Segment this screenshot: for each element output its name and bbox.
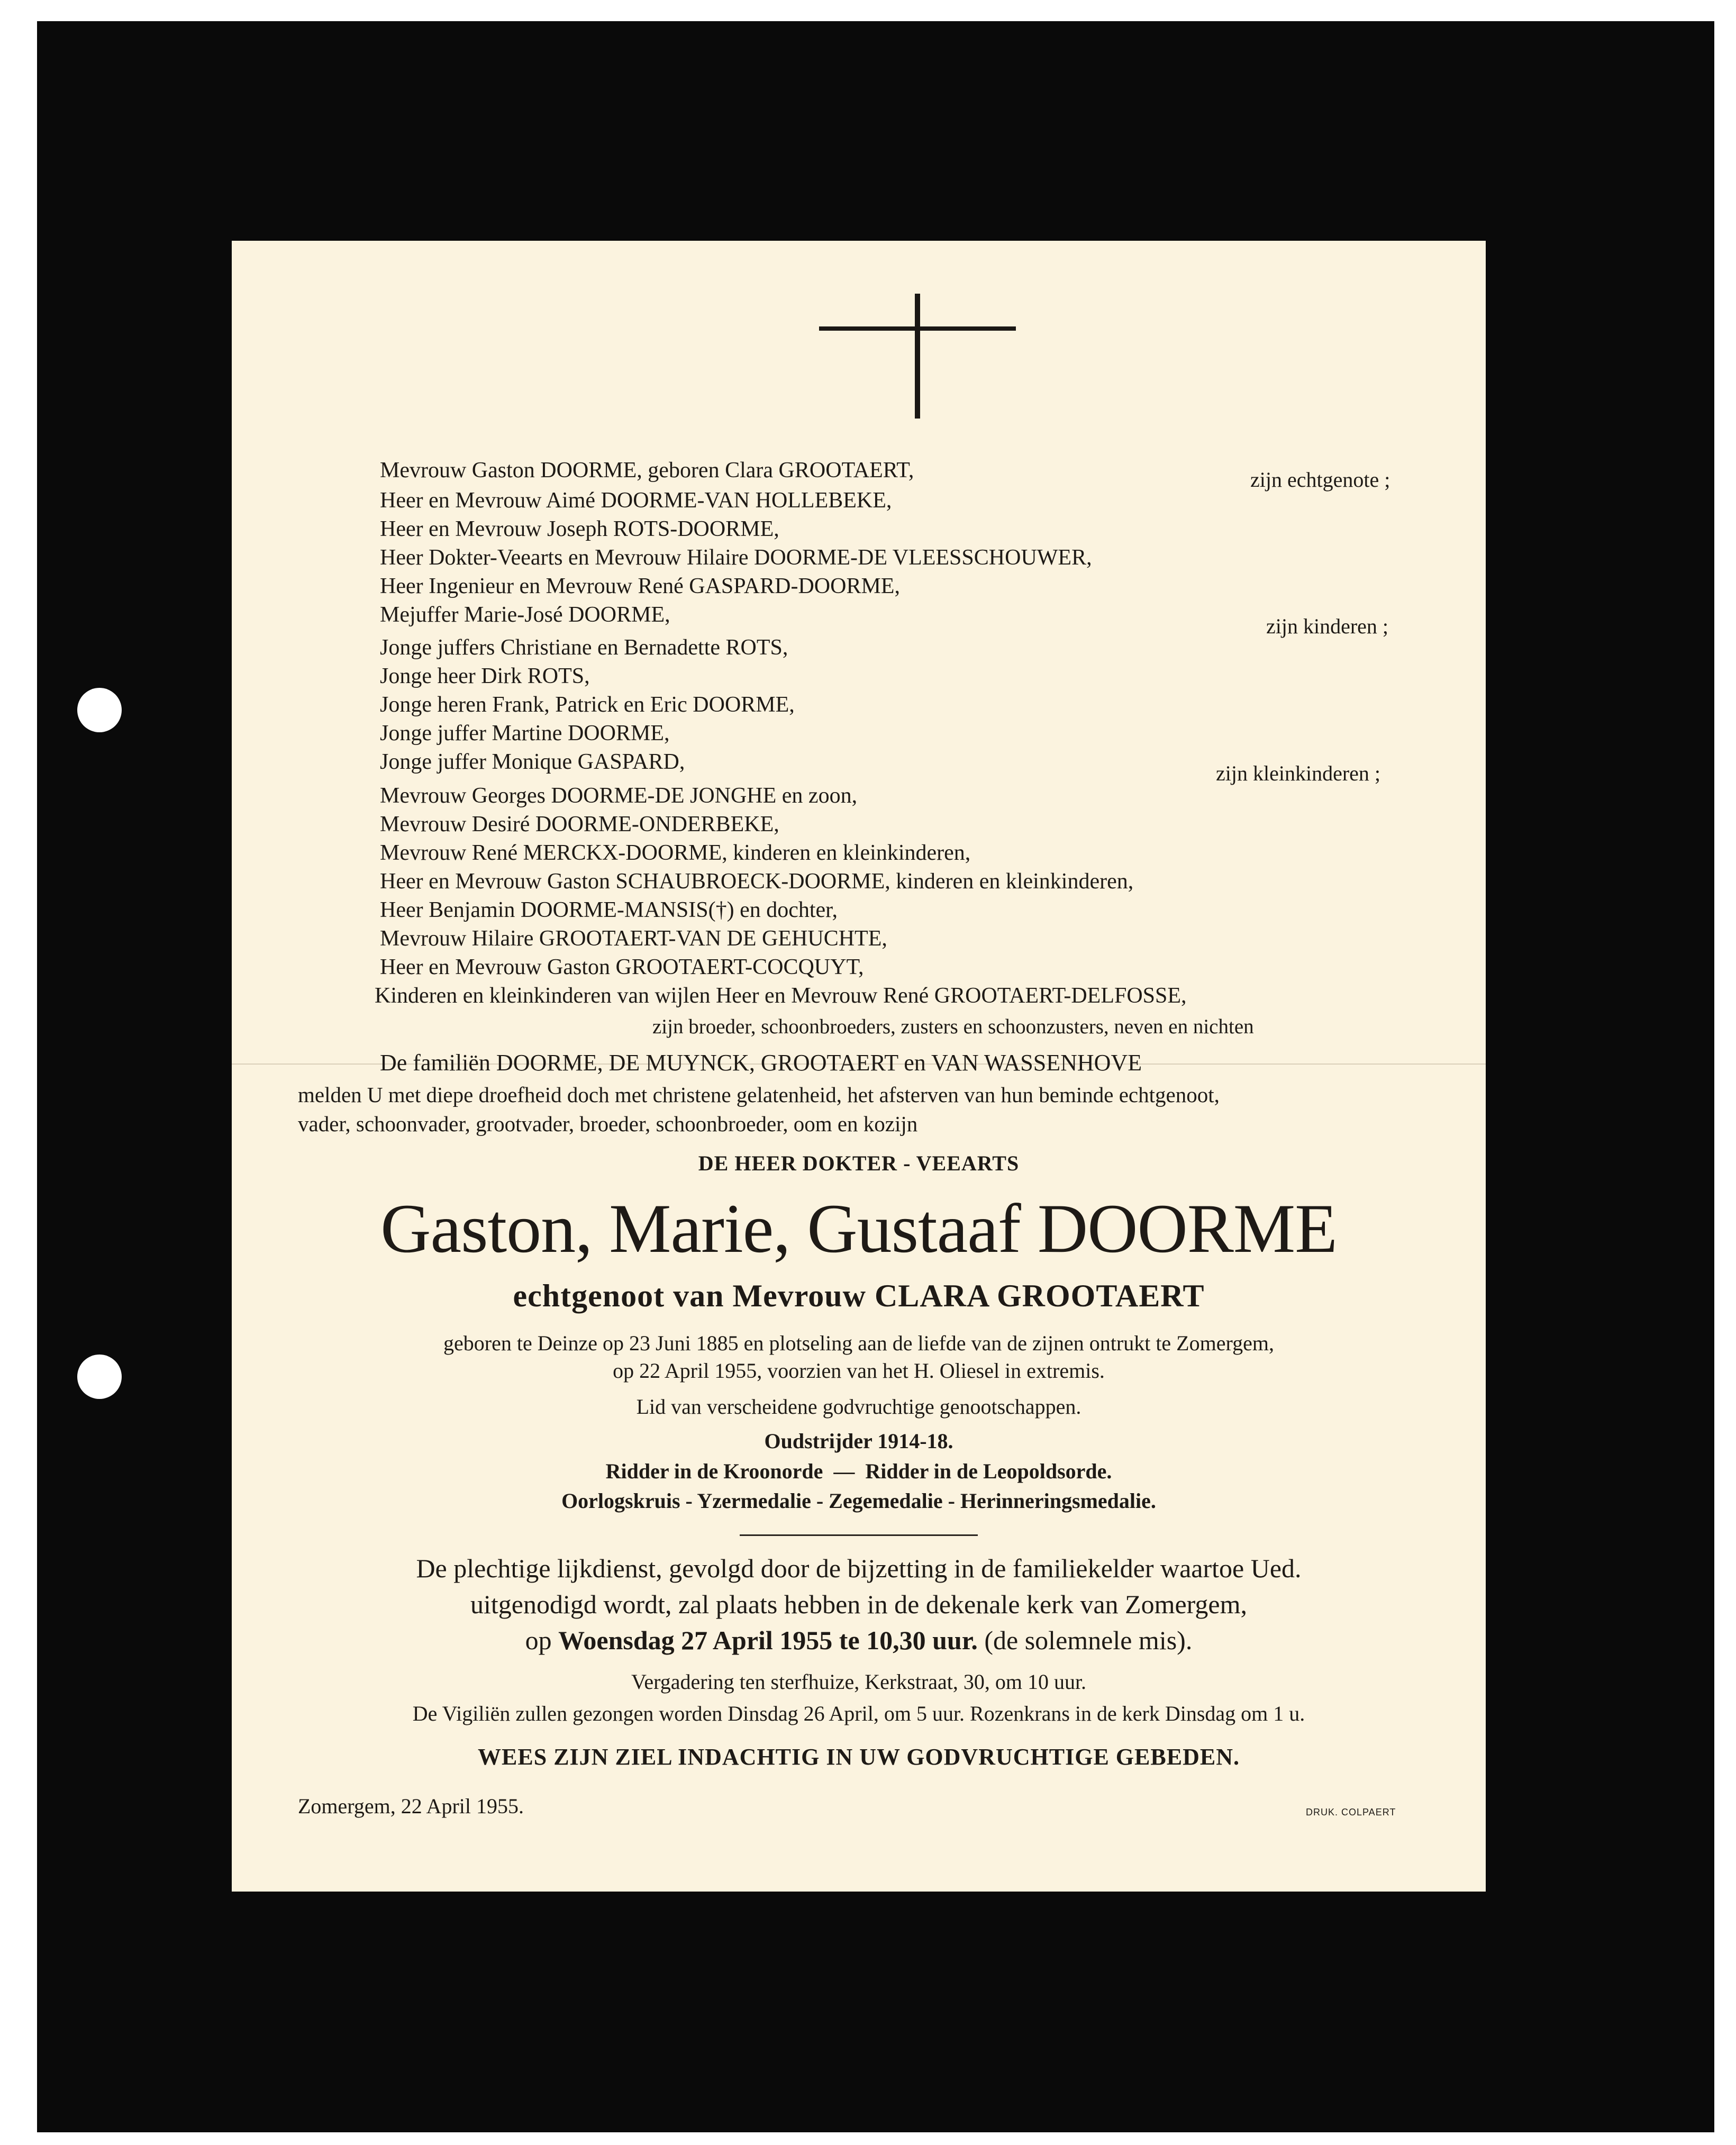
membership-line: Lid van verscheidene godvruchtige genootschappen.: [636, 1395, 1081, 1419]
family-line: Mevrouw Gaston DOORME, geboren Clara GROOTAERT,: [380, 458, 914, 483]
relation-siblings: zijn broeder, schoonbroeders, zusters en schoonzusters, neven en nichten: [652, 1015, 1254, 1038]
spouse-line: echtgenoot van Mevrouw CLARA GROOTAERT: [513, 1278, 1205, 1313]
family-line: Jonge juffers Christiane en Bernadette ROTS,: [380, 635, 788, 660]
divider-rule: [740, 1534, 978, 1536]
vigil-line: De Vigiliën zullen gezongen worden Dinsdag 26 April, om 5 uur. Rozenkrans in de kerk Dinsdag om 1 u.: [412, 1702, 1305, 1725]
prayer-line: WEES ZIJN ZIEL INDACHTIG IN UW GODVRUCHTIGE GEBEDEN.: [478, 1744, 1240, 1770]
relation-grandchildren: zijn kleinkinderen ;: [1216, 761, 1381, 785]
announcement-line-2: vader, schoonvader, grootvader, broeder, schoonbroeder, oom en kozijn: [298, 1112, 918, 1136]
family-line: Mevrouw René MERCKX-DOORME, kinderen en kleinkinderen,: [380, 841, 971, 865]
cross-icon: [819, 294, 1016, 419]
family-line: Mejuffer Marie-José DOORME,: [380, 603, 670, 627]
printer-mark: DRUK. COLPAERT: [1306, 1807, 1396, 1817]
veteran-line: Oudstrijder 1914-18.: [764, 1429, 953, 1453]
family-line: Heer en Mevrouw Joseph ROTS-DOORME,: [380, 517, 779, 541]
honorific: DE HEER DOKTER - VEEARTS: [698, 1151, 1020, 1175]
deceased-name: Gaston, Marie, Gustaaf DOORME: [380, 1189, 1337, 1267]
place-date: Zomergem, 22 April 1955.: [298, 1794, 524, 1818]
family-line: Jonge juffer Martine DOORME,: [380, 721, 670, 746]
birth-line-1: geboren te Deinze op 23 Juni 1885 en plotseling aan de liefde van de zijnen ontrukt te Zomergem,: [443, 1331, 1274, 1355]
relation-spouse: zijn echtgenote ;: [1250, 468, 1390, 492]
family-line: Jonge heer Dirk ROTS,: [380, 664, 590, 688]
service-line-2: uitgenodigd wordt, zal plaats hebben in de dekenale kerk van Zomergem,: [470, 1589, 1248, 1619]
orders-line: Ridder in de Kroonorde — Ridder in de Leopoldsorde.: [605, 1459, 1112, 1483]
punch-hole-bottom: [77, 1355, 122, 1399]
family-line: Kinderen en kleinkinderen van wijlen Heer en Mevrouw René GROOTAERT-DELFOSSE,: [375, 984, 1187, 1008]
memorial-card: [232, 241, 1486, 1892]
punch-hole-top: [77, 688, 122, 732]
relation-children: zijn kinderen ;: [1266, 614, 1389, 638]
medals-line: Oorlogskruis - Yzermedalie - Zegemedalie - Herinneringsmedalie.: [561, 1489, 1156, 1513]
family-line: Jonge juffer Monique GASPARD,: [380, 750, 685, 774]
family-line: Heer Dokter-Veearts en Mevrouw Hilaire DOORME-DE VLEESSCHOUWER,: [380, 546, 1092, 570]
gathering-line: Vergadering ten sterfhuize, Kerkstraat, 30, om 10 uur.: [631, 1670, 1087, 1694]
family-line: Mevrouw Hilaire GROOTAERT-VAN DE GEHUCHTE,: [380, 926, 887, 951]
family-line: Jonge heren Frank, Patrick en Eric DOORME,: [380, 693, 795, 717]
family-line: Mevrouw Georges DOORME-DE JONGHE en zoon,: [380, 784, 858, 808]
service-line-1: De plechtige lijkdienst, gevolgd door de bijzetting in de familiekelder waartoe Ued.: [416, 1553, 1302, 1583]
families-line: De familiën DOORME, DE MUYNCK, GROOTAERT en VAN WASSENHOVE: [380, 1050, 1142, 1076]
family-line: Heer Benjamin DOORME-MANSIS(†) en dochter,: [380, 898, 838, 922]
family-line: Heer en Mevrouw Gaston SCHAUBROECK-DOORME, kinderen en kleinkinderen,: [380, 869, 1134, 894]
service-line-3: op Woensdag 27 April 1955 te 10,30 uur. (de solemnele mis).: [525, 1625, 1193, 1655]
announcement-line-1: melden U met diepe droefheid doch met christene gelatenheid, het afsterven van hun beminde echtgenoot,: [298, 1083, 1220, 1107]
family-line: Heer en Mevrouw Aimé DOORME-VAN HOLLEBEKE,: [380, 488, 892, 513]
family-line: Heer en Mevrouw Gaston GROOTAERT-COCQUYT,: [380, 955, 864, 979]
family-line: Heer Ingenieur en Mevrouw René GASPARD-DOORME,: [380, 574, 900, 598]
birth-line-2: op 22 April 1955, voorzien van het H. Oliesel in extremis.: [613, 1359, 1105, 1383]
family-line: Mevrouw Desiré DOORME-ONDERBEKE,: [380, 812, 779, 837]
